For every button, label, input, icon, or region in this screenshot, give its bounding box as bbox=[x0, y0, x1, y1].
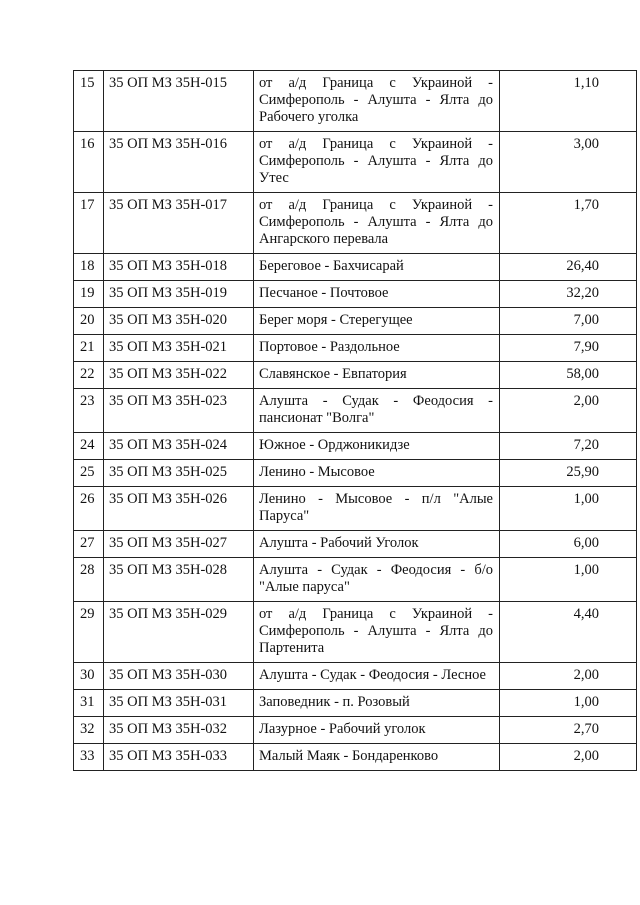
road-name: Алушта - Судак - Феодосия - Лесное bbox=[254, 663, 500, 690]
road-code: 35 ОП МЗ 35Н-017 bbox=[104, 193, 254, 254]
table-row bbox=[74, 281, 637, 308]
road-code: 35 ОП МЗ 35Н-031 bbox=[104, 690, 254, 717]
table-row bbox=[74, 531, 637, 558]
road-code: 35 ОП МЗ 35Н-026 bbox=[104, 487, 254, 531]
road-length: 2,70 bbox=[500, 717, 637, 744]
road-code: 35 ОП МЗ 35Н-033 bbox=[104, 744, 254, 771]
roads-table-body bbox=[74, 71, 637, 771]
road-name: Алушта - Судак - Феодосия - б/о "Алые паруса" bbox=[254, 558, 500, 602]
road-length: 32,20 bbox=[500, 281, 637, 308]
row-number: 26 bbox=[74, 487, 104, 531]
road-length: 3,00 bbox=[500, 132, 637, 193]
road-code: 35 ОП МЗ 35Н-028 bbox=[104, 558, 254, 602]
table-row bbox=[74, 690, 637, 717]
row-number: 17 bbox=[74, 193, 104, 254]
row-number: 33 bbox=[74, 744, 104, 771]
row-number: 32 bbox=[74, 717, 104, 744]
row-number: 25 bbox=[74, 460, 104, 487]
table-row bbox=[74, 487, 637, 531]
road-length: 1,00 bbox=[500, 487, 637, 531]
road-code: 35 ОП МЗ 35Н-019 bbox=[104, 281, 254, 308]
row-number: 20 bbox=[74, 308, 104, 335]
row-number: 31 bbox=[74, 690, 104, 717]
road-name: от а/д Граница с Украиной - Симферополь - Алушта - Ялта до Ангарского перевала bbox=[254, 193, 500, 254]
table-row bbox=[74, 389, 637, 433]
road-length: 1,00 bbox=[500, 690, 637, 717]
row-number: 24 bbox=[74, 433, 104, 460]
road-code: 35 ОП МЗ 35Н-029 bbox=[104, 602, 254, 663]
road-name: Портовое - Раздольное bbox=[254, 335, 500, 362]
table-row bbox=[74, 71, 637, 132]
road-name: Заповедник - п. Розовый bbox=[254, 690, 500, 717]
road-code: 35 ОП МЗ 35Н-015 bbox=[104, 71, 254, 132]
row-number: 16 bbox=[74, 132, 104, 193]
road-code: 35 ОП МЗ 35Н-025 bbox=[104, 460, 254, 487]
road-code: 35 ОП МЗ 35Н-030 bbox=[104, 663, 254, 690]
table-row bbox=[74, 663, 637, 690]
road-length: 4,40 bbox=[500, 602, 637, 663]
row-number: 18 bbox=[74, 254, 104, 281]
road-code: 35 ОП МЗ 35Н-016 bbox=[104, 132, 254, 193]
road-name: Песчаное - Почтовое bbox=[254, 281, 500, 308]
table-row bbox=[74, 602, 637, 663]
road-name: от а/д Граница с Украиной - Симферополь - Алушта - Ялта до Партенита bbox=[254, 602, 500, 663]
road-name: Малый Маяк - Бондаренково bbox=[254, 744, 500, 771]
road-name: Ленино - Мысовое bbox=[254, 460, 500, 487]
row-number: 21 bbox=[74, 335, 104, 362]
row-number: 22 bbox=[74, 362, 104, 389]
road-length: 1,00 bbox=[500, 558, 637, 602]
road-name: от а/д Граница с Украиной - Симферополь - Алушта - Ялта до Рабочего уголка bbox=[254, 71, 500, 132]
road-name: Ленино - Мысовое - п/л "Алые Паруса" bbox=[254, 487, 500, 531]
row-number: 15 bbox=[74, 71, 104, 132]
road-name: от а/д Граница с Украиной - Симферополь - Алушта - Ялта до Утес bbox=[254, 132, 500, 193]
road-length: 25,90 bbox=[500, 460, 637, 487]
road-length: 6,00 bbox=[500, 531, 637, 558]
road-code: 35 ОП МЗ 35Н-024 bbox=[104, 433, 254, 460]
road-code: 35 ОП МЗ 35Н-018 bbox=[104, 254, 254, 281]
road-code: 35 ОП МЗ 35Н-020 bbox=[104, 308, 254, 335]
table-row bbox=[74, 717, 637, 744]
road-length: 7,20 bbox=[500, 433, 637, 460]
row-number: 27 bbox=[74, 531, 104, 558]
road-name: Славянское - Евпатория bbox=[254, 362, 500, 389]
road-code: 35 ОП МЗ 35Н-027 bbox=[104, 531, 254, 558]
road-name: Алушта - Рабочий Уголок bbox=[254, 531, 500, 558]
road-code: 35 ОП МЗ 35Н-021 bbox=[104, 335, 254, 362]
road-code: 35 ОП МЗ 35Н-032 bbox=[104, 717, 254, 744]
road-length: 2,00 bbox=[500, 663, 637, 690]
road-length: 1,70 bbox=[500, 193, 637, 254]
road-length: 7,90 bbox=[500, 335, 637, 362]
table-row bbox=[74, 744, 637, 771]
road-length: 26,40 bbox=[500, 254, 637, 281]
road-length: 2,00 bbox=[500, 389, 637, 433]
road-length: 58,00 bbox=[500, 362, 637, 389]
road-name: Береговое - Бахчисарай bbox=[254, 254, 500, 281]
table-row bbox=[74, 335, 637, 362]
table-row bbox=[74, 558, 637, 602]
row-number: 30 bbox=[74, 663, 104, 690]
row-number: 29 bbox=[74, 602, 104, 663]
road-length: 7,00 bbox=[500, 308, 637, 335]
road-code: 35 ОП МЗ 35Н-022 bbox=[104, 362, 254, 389]
road-name: Лазурное - Рабочий уголок bbox=[254, 717, 500, 744]
road-code: 35 ОП МЗ 35Н-023 bbox=[104, 389, 254, 433]
road-name: Алушта - Судак - Феодосия - пансионат "Волга" bbox=[254, 389, 500, 433]
road-name: Берег моря - Стерегущее bbox=[254, 308, 500, 335]
roads-table bbox=[73, 70, 637, 771]
row-number: 23 bbox=[74, 389, 104, 433]
table-row bbox=[74, 362, 637, 389]
table-row bbox=[74, 460, 637, 487]
road-name: Южное - Орджоникидзе bbox=[254, 433, 500, 460]
road-length: 1,10 bbox=[500, 71, 637, 132]
table-row bbox=[74, 132, 637, 193]
table-row bbox=[74, 433, 637, 460]
table-row bbox=[74, 308, 637, 335]
road-length: 2,00 bbox=[500, 744, 637, 771]
table-row bbox=[74, 254, 637, 281]
row-number: 19 bbox=[74, 281, 104, 308]
table-row bbox=[74, 193, 637, 254]
row-number: 28 bbox=[74, 558, 104, 602]
